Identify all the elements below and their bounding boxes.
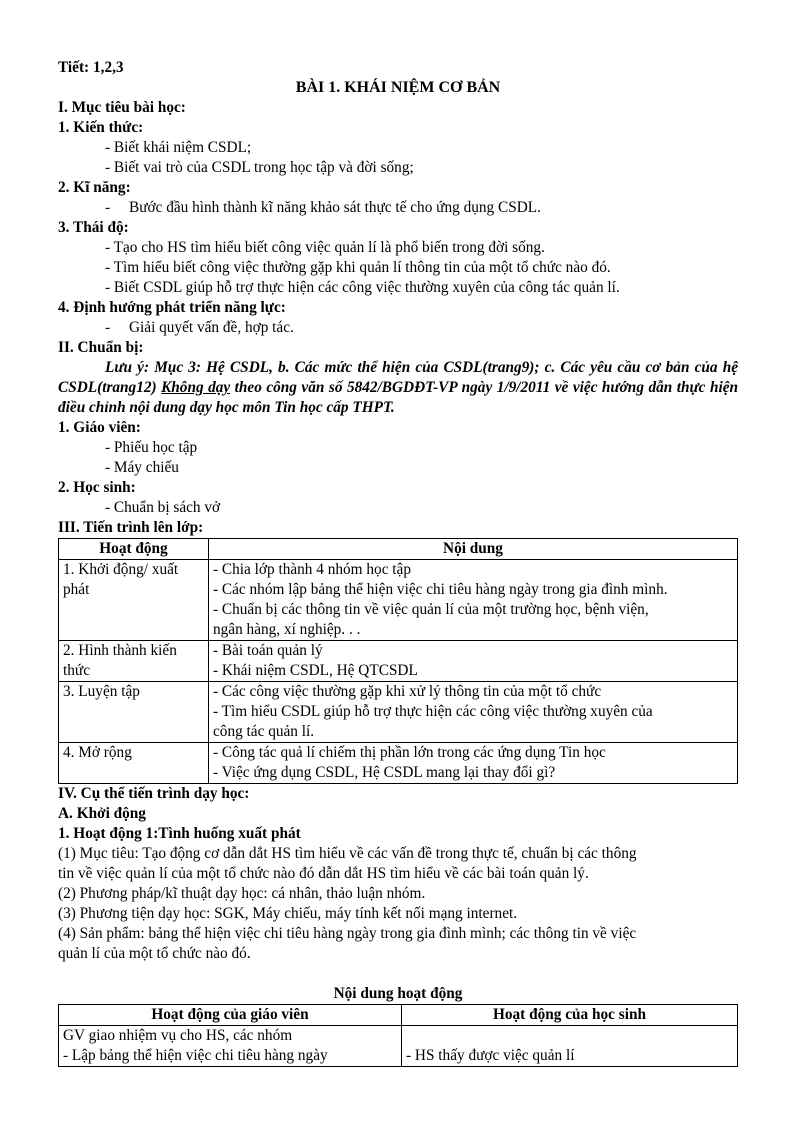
- content-cell: [209, 682, 738, 743]
- activity1-line: (2) Phương pháp/kĩ thuật dạy học: cá nhân, thảo luận nhóm.: [58, 885, 426, 902]
- teacher-activity-cell: [59, 1026, 402, 1067]
- teacher-heading: 1. Giáo viên:: [58, 419, 141, 436]
- cell-line: - Việc ứng dụng CSDL, Hệ CSDL mang lại thay đổi gì?: [213, 764, 556, 781]
- table-row: [59, 641, 738, 682]
- activity1-line: (4) Sản phẩm: bảng thể hiện việc chi tiêu hàng ngày trong gia đình mình; các thông tin về việc: [58, 925, 637, 942]
- cell-line: - Lập bảng thể hiện việc chi tiêu hàng ngày: [63, 1047, 328, 1064]
- knowledge-heading: 1. Kiến thức:: [58, 119, 144, 136]
- table-row: [59, 560, 738, 641]
- student-activity-cell: [402, 1026, 738, 1067]
- cell-line: - Tìm hiểu CSDL giúp hỗ trợ thực hiện các công việc thường xuyên của: [213, 703, 653, 720]
- table-row: [59, 1026, 738, 1067]
- document-page: [58, 58, 738, 1067]
- header-content: Nội dung: [209, 539, 738, 560]
- content-cell: [209, 743, 738, 784]
- cell-line: - Công tác quả lí chiếm thị phần lớn trong các ứng dụng Tin học: [213, 744, 606, 761]
- cell-line: GV giao nhiệm vụ cho HS, các nhóm: [63, 1027, 293, 1044]
- attitude-heading: 3. Thái độ:: [58, 219, 129, 236]
- activity-cell: [59, 641, 209, 682]
- note-label: Lưu ý:: [105, 359, 150, 376]
- table-row: [59, 682, 738, 743]
- activity-cell: [59, 682, 209, 743]
- cell-line: 4. Mở rộng: [63, 744, 132, 761]
- cell-line: phát: [63, 581, 90, 598]
- spacer: [58, 964, 738, 984]
- table-row: [59, 743, 738, 784]
- activity1-line: (1) Mục tiêu: Tạo động cơ dẫn dắt HS tìm hiểu về các vấn đề trong thực tế, chuẩn bị các thông: [58, 845, 637, 862]
- cell-line: công tác quản lí.: [213, 723, 315, 740]
- skills-heading: 2. Kĩ năng:: [58, 179, 131, 196]
- knowledge-item: - Biết vai trò của CSDL trong học tập và đời sống;: [105, 159, 414, 176]
- cell-line: - Các nhóm lập bảng thể hiện việc chi tiêu hàng ngày trong gia đình mình.: [213, 581, 668, 598]
- attitude-item: - Biết CSDL giúp hỗ trợ thực hiện các công việc thường xuyên của công tác quản lí.: [105, 279, 620, 296]
- note-text-part1: Mục 3: Hệ CSDL, b. Các mức thể hiện của CSDL(trang9); c. Các yêu cầu cơ bản của hệ CSDL(trang12): [58, 359, 739, 396]
- competency-item-text: Giải quyết vấn đề, hợp tác.: [129, 319, 294, 336]
- lesson-title: BÀI 1. KHÁI NIỆM CƠ BẢN: [295, 79, 501, 96]
- lesson-number: Tiết: 1,2,3: [58, 59, 124, 76]
- teacher-item: - Máy chiếu: [105, 459, 179, 476]
- cell-line: - Khái niệm CSDL, Hệ QTCSDL: [213, 662, 418, 679]
- attitude-item: - Tìm hiểu biết công việc thường gặp khi quản lí thông tin của một tổ chức nào đó.: [105, 259, 611, 276]
- attitude-item: - Tạo cho HS tìm hiểu biết công việc quản lí là phổ biến trong đời sống.: [105, 239, 545, 256]
- activity1-line: quản lí của một tổ chức nào đó.: [58, 945, 251, 962]
- note-text-part2: theo công văn số 5842/BGDĐT-VP ngày 1/9/2011 về việc hướng dẫn thực hiện điều chỉnh nội dung dạy học môn Tin học cấp THPT.: [58, 379, 738, 416]
- cell-line: ngân hàng, xí nghiệp. . .: [213, 621, 361, 638]
- student-heading: 2. Học sinh:: [58, 479, 136, 496]
- process-table: [58, 538, 738, 784]
- activity1-line: (3) Phương tiện dạy học: SGK, Máy chiếu, máy tính kết nối mạng internet.: [58, 905, 518, 922]
- activity-content-table: [58, 1004, 738, 1067]
- cell-line: 2. Hình thành kiến: [63, 642, 177, 659]
- knowledge-item: - Biết khái niệm CSDL;: [105, 139, 252, 156]
- content-cell: [209, 641, 738, 682]
- activity-cell: [59, 560, 209, 641]
- note-not-taught: Không dạy: [161, 379, 231, 396]
- cell-line: thức: [63, 662, 90, 679]
- preparation-note: [58, 358, 738, 418]
- teacher-item: - Phiếu học tập: [105, 439, 198, 456]
- section-objectives-heading: I. Mục tiêu bài học:: [58, 99, 186, 116]
- cell-line: [406, 1026, 733, 1046]
- cell-line: - Bài toán quản lý: [213, 642, 323, 659]
- activity-cell: [59, 743, 209, 784]
- content-cell: [209, 560, 738, 641]
- cell-line: - Các công việc thường gặp khi xử lý thông tin của một tổ chức: [213, 683, 602, 700]
- subsection-a-heading: A. Khởi động: [58, 805, 146, 822]
- competency-item: - Giải quyết vấn đề, hợp tác.: [105, 319, 294, 336]
- section-teaching-heading: IV. Cụ thể tiến trình dạy học:: [58, 785, 250, 802]
- header-teacher-activity: Hoạt động của giáo viên: [59, 1005, 402, 1026]
- section-preparation-heading: II. Chuẩn bị:: [58, 339, 144, 356]
- activity1-heading: 1. Hoạt động 1:Tình huống xuất phát: [58, 825, 301, 842]
- activity-content-heading: Nội dung hoạt động: [333, 985, 463, 1002]
- table-header-row: [59, 539, 738, 560]
- cell-line: - Chuẩn bị các thông tin về việc quản lí của một trường học, bệnh viện,: [213, 601, 649, 618]
- cell-line: 3. Luyện tập: [63, 683, 140, 700]
- cell-line: - Chia lớp thành 4 nhóm học tập: [213, 561, 411, 578]
- cell-line: - HS thấy được việc quản lí: [406, 1047, 575, 1064]
- student-item: - Chuẩn bị sách vở: [105, 499, 221, 516]
- section-process-heading: III. Tiến trình lên lớp:: [58, 519, 204, 536]
- header-activity: Hoạt động: [59, 539, 209, 560]
- competency-heading: 4. Định hướng phát triển năng lực:: [58, 299, 286, 316]
- skills-item-text: Bước đầu hình thành kĩ năng khảo sát thực tế cho ứng dụng CSDL.: [129, 199, 541, 216]
- table-header-row: [59, 1005, 738, 1026]
- skills-item: - Bước đầu hình thành kĩ năng khảo sát thực tế cho ứng dụng CSDL.: [105, 199, 541, 216]
- cell-line: 1. Khởi động/ xuất: [63, 561, 179, 578]
- header-student-activity: Hoạt động của học sinh: [402, 1005, 738, 1026]
- activity1-line: tin về việc quản lí của một tổ chức nào đó dẫn dắt HS tìm hiểu về các bài toán quản lý.: [58, 865, 589, 882]
